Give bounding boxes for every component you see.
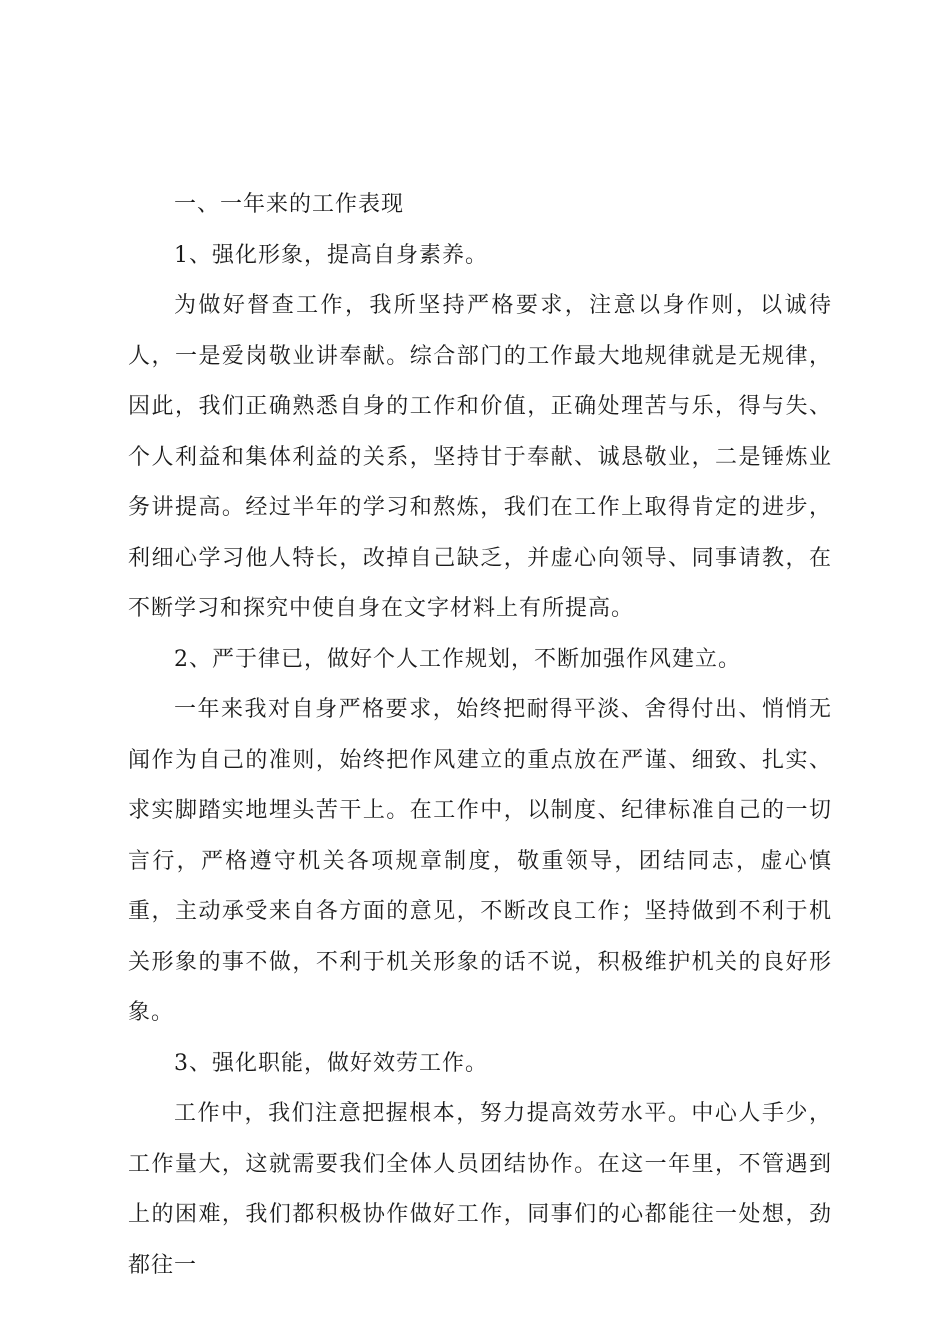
item-3-title: 3、强化职能，做好效劳工作。 xyxy=(174,1050,488,1076)
item-2-body: 一年来我对自身严格要求，始终把耐得平淡、舍得付出、悄悄无闻作为自己的准则，始终把作风建立的重点放在严谨、细致、扎实、求实脚踏实地埋头苦干上。在工作中，以制度、纪律标准自己的一切言行，严格遵守机关各项规章制度，敬重领导，团结同志，虚心慎重，主动承受来自各方面的意见，不断改良工作；坚持做到不利于机关形象的事不做，不利于机关形象的话不说，积极维护机关的良好形象。 xyxy=(128,697,832,1025)
item-3-body: 工作中，我们注意把握根本，努力提高效劳水平。中心人手少，工作量大，这就需要我们全体人员团结协作。在这一年里，不管遇到上的困难，我们都积极协作做好工作，同事们的心都能往一处想，劲都往一 xyxy=(128,1101,832,1278)
section-heading: 一、一年来的工作表现 xyxy=(174,192,405,217)
document-body xyxy=(128,180,832,1291)
item-2-title: 2、严于律已，做好个人工作规划，不断加强作风建立。 xyxy=(174,646,741,672)
item-1-title: 1、强化形象，提高自身素养。 xyxy=(174,242,488,268)
item-1-body: 为做好督查工作，我所坚持严格要求，注意以身作则，以诚待人，一是爱岗敬业讲奉献。综合部门的工作最大地规律就是无规律，因此，我们正确熟悉自身的工作和价值，正确处理苦与乐，得与失、个人利益和集体利益的关系，坚持甘于奉献、诚恳敬业，二是锤炼业务讲提高。经过半年的学习和熬炼，我们在工作上取得肯定的进步，利细心学习他人特长，改掉自己缺乏，并虚心向领导、同事请教，在不断学习和探究中使自身在文字材料上有所提高。 xyxy=(128,293,832,621)
